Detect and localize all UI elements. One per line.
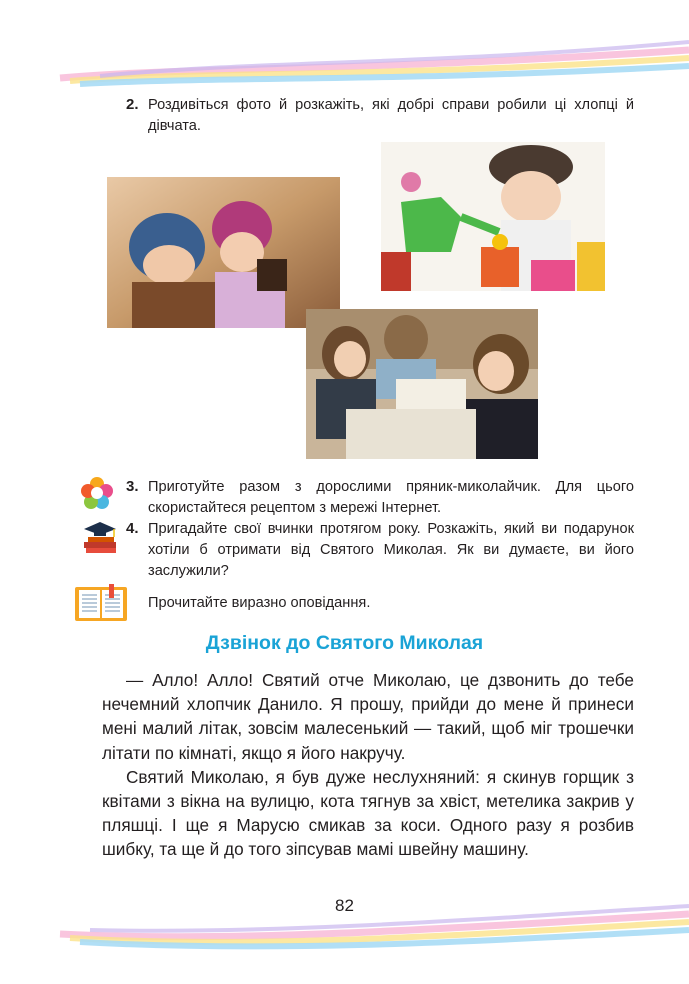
task-2-text: Роздивіться фото й розкажіть, які добрі справи робили ці хлопці й дівчата.: [148, 97, 634, 134]
task-3-number: 3.: [126, 478, 139, 495]
story-text: [102, 668, 634, 862]
story-paragraph: — Алло! Алло! Святий отче Миколаю, це дзвонить до тебе нечемний хлопчик Данило. Я прошу, прийди до мене й принеси мені малий літак, зовсім малесенький — такий, щоб міг трошечки літати по кімнаті, якщо я його накручу.: [102, 670, 634, 763]
kids-in-winter-photo: [107, 177, 340, 328]
task-4-text: Пригадайте свої вчинки протягом року. Розкажіть, який ви подарунок хотіли б отримати від Святого Миколая. Як ви думаєте, ви його заслужили?: [148, 521, 634, 579]
bottom-rainbow-decoration: [0, 904, 689, 954]
flower-icon: [80, 476, 114, 510]
top-rainbow-decoration: [0, 38, 689, 88]
reading-instruction: Прочитайте виразно оповідання.: [148, 595, 371, 611]
task-2-number: 2.: [126, 96, 139, 113]
girls-making-crafts-photo: [306, 309, 538, 459]
open-book-icon: [74, 584, 128, 622]
story-title: Дзвінок до Святого Миколая: [205, 632, 484, 654]
task-4-number: 4.: [126, 520, 139, 537]
graduation-cap-books-icon: [80, 520, 120, 554]
story-paragraph: Святий Миколаю, я був дуже неслухняний: я скинув горщик з квітами з вікна на вулицю, кота тягнув за хвіст, метелика закрив у пляшці. І ще я Марусю смикав за коси. Одного разу я розбив шибку, та ще й до того зіпсував мамі швейну машину.: [102, 766, 634, 860]
task-3-text: Приготуйте разом з дорослими пряник-миколайчик. Для цього скористайтеся рецептом з мережі Інтернет.: [148, 479, 634, 516]
boy-watering-flowers-photo: [381, 142, 605, 291]
page-number: 82: [335, 896, 354, 915]
